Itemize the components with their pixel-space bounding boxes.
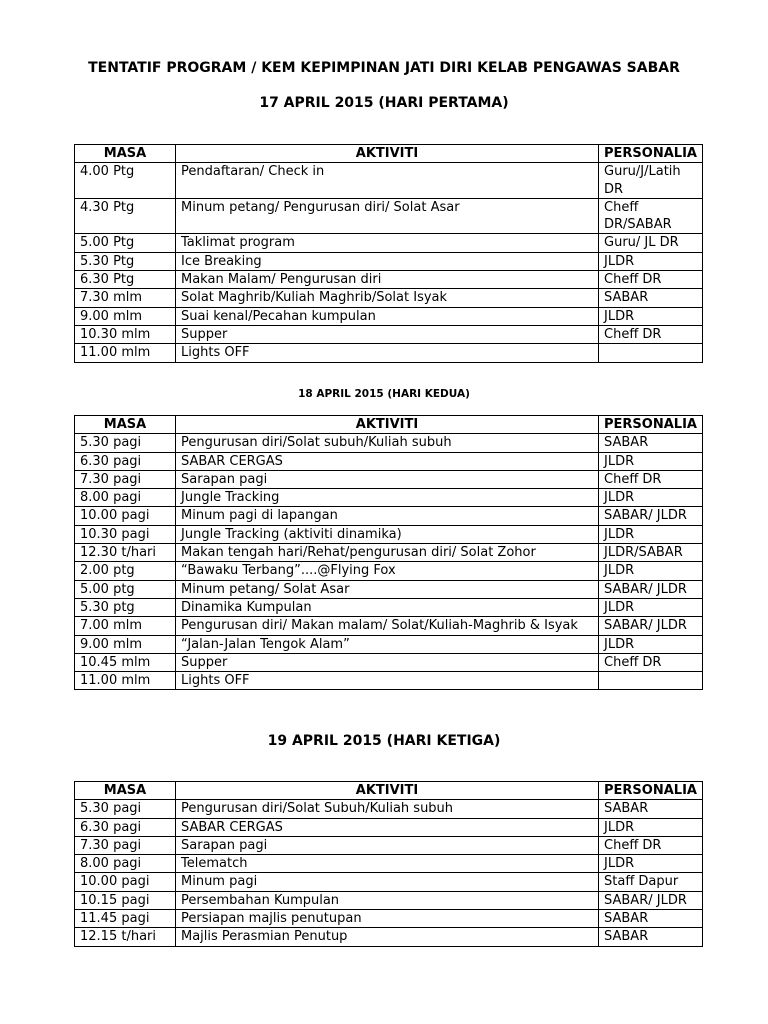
time-cell: 2.00 ptg [75,562,176,580]
table-row [75,234,703,252]
time-cell: 7.30 pagi [75,470,176,488]
time-cell: 7.00 mlm [75,617,176,635]
table-row [75,544,703,562]
time-cell: 5.30 pagi [75,800,176,818]
time-cell: 8.00 pagi [75,489,176,507]
activity-cell: Minum petang/ Pengurusan diri/ Solat Asar [176,198,599,234]
day-3-rows [75,800,703,946]
table-row [75,928,703,946]
time-cell: 10.45 mlm [75,653,176,671]
time-cell: 5.00 ptg [75,580,176,598]
table-row [75,580,703,598]
time-cell: 6.30 Ptg [75,271,176,289]
time-cell: 10.30 mlm [75,325,176,343]
header-personalia: PERSONALIA [599,145,703,163]
header-personalia: PERSONALIA [599,416,703,434]
activity-cell: Pengurusan diri/Solat Subuh/Kuliah subuh [176,800,599,818]
personnel-cell: Staff Dapur [599,873,703,891]
personnel-cell: SABAR [599,434,703,452]
document-title: TENTATIF PROGRAM / KEM KEPIMPINAN JATI DIRI KELAB PENGAWAS SABAR [88,60,680,76]
activity-cell: Pendaftaran/ Check in [176,163,599,199]
time-cell: 6.30 pagi [75,818,176,836]
time-cell: 5.30 pagi [75,434,176,452]
personnel-cell: SABAR/ JLDR [599,507,703,525]
day-2-rows [75,434,703,690]
personnel-cell [599,672,703,690]
table-row [75,470,703,488]
personnel-cell: SABAR [599,928,703,946]
personnel-cell: JLDR/SABAR [599,544,703,562]
activity-cell: Makan tengah hari/Rehat/pengurusan diri/ Solat Zohor [176,544,599,562]
table-row [75,489,703,507]
activity-cell: SABAR CERGAS [176,818,599,836]
table-row [75,598,703,616]
personnel-cell: JLDR [599,635,703,653]
activity-cell: Lights OFF [176,672,599,690]
personnel-cell: JLDR [599,598,703,616]
table-row [75,289,703,307]
activity-cell: Pengurusan diri/ Makan malam/ Solat/Kuliah-Maghrib & Isyak [176,617,599,635]
personnel-cell: Guru/ JL DR [599,234,703,252]
personnel-cell: JLDR [599,562,703,580]
day-3-title: 19 APRIL 2015 (HARI KETIGA) [267,733,501,749]
table-row [75,617,703,635]
personnel-cell [599,344,703,362]
time-cell: 9.00 mlm [75,635,176,653]
header-aktiviti: AKTIVITI [176,782,599,800]
activity-cell: Minum pagi [176,873,599,891]
time-cell: 11.00 mlm [75,672,176,690]
table-row [75,252,703,270]
day-2-schedule-table [74,415,703,690]
header-aktiviti: AKTIVITI [176,416,599,434]
activity-cell: Minum petang/ Solat Asar [176,580,599,598]
personnel-cell: JLDR [599,818,703,836]
activity-cell: Makan Malam/ Pengurusan diri [176,271,599,289]
time-cell: 11.00 mlm [75,344,176,362]
time-cell: 11.45 pagi [75,910,176,928]
time-cell: 5.00 Ptg [75,234,176,252]
personnel-cell: Cheff DR/SABAR [599,198,703,234]
activity-cell: “Jalan-Jalan Tengok Alam” [176,635,599,653]
time-cell: 10.15 pagi [75,891,176,909]
activity-cell: Persembahan Kumpulan [176,891,599,909]
time-cell: 12.30 t/hari [75,544,176,562]
header-aktiviti: AKTIVITI [176,145,599,163]
day-1-schedule-table [74,144,703,363]
table-row [75,910,703,928]
time-cell: 4.00 Ptg [75,163,176,199]
activity-cell: Taklimat program [176,234,599,252]
activity-cell: Majlis Perasmian Penutup [176,928,599,946]
time-cell: 6.30 pagi [75,452,176,470]
day-1-rows [75,163,703,362]
personnel-cell: JLDR [599,489,703,507]
personnel-cell: Cheff DR [599,470,703,488]
personnel-cell: SABAR/ JLDR [599,891,703,909]
table-row [75,818,703,836]
activity-cell: Dinamika Kumpulan [176,598,599,616]
day-1-title: 17 APRIL 2015 (HARI PERTAMA) [259,95,509,111]
personnel-cell: SABAR [599,800,703,818]
personnel-cell: Cheff DR [599,271,703,289]
table-row [75,672,703,690]
personnel-cell: Cheff DR [599,653,703,671]
personnel-cell: SABAR [599,289,703,307]
table-row [75,163,703,199]
time-cell: 7.30 pagi [75,836,176,854]
table-row [75,562,703,580]
table-row [75,325,703,343]
personnel-cell: JLDR [599,525,703,543]
table-row [75,836,703,854]
activity-cell: Suai kenal/Pecahan kumpulan [176,307,599,325]
time-cell: 4.30 Ptg [75,198,176,234]
activity-cell: Jungle Tracking [176,489,599,507]
activity-cell: Telematch [176,855,599,873]
personnel-cell: JLDR [599,307,703,325]
header-personalia: PERSONALIA [599,782,703,800]
table-header-row [75,145,703,163]
day-3-schedule-table [74,781,703,947]
personnel-cell: SABAR [599,910,703,928]
activity-cell: Sarapan pagi [176,836,599,854]
table-row [75,452,703,470]
header-masa: MASA [75,145,176,163]
time-cell: 12.15 t/hari [75,928,176,946]
table-row [75,800,703,818]
personnel-cell: SABAR/ JLDR [599,617,703,635]
personnel-cell: JLDR [599,452,703,470]
time-cell: 10.30 pagi [75,525,176,543]
table-row [75,635,703,653]
table-row [75,507,703,525]
header-masa: MASA [75,416,176,434]
activity-cell: Jungle Tracking (aktiviti dinamika) [176,525,599,543]
table-header-row [75,782,703,800]
time-cell: 8.00 pagi [75,855,176,873]
activity-cell: Solat Maghrib/Kuliah Maghrib/Solat Isyak [176,289,599,307]
personnel-cell: JLDR [599,855,703,873]
activity-cell: Supper [176,325,599,343]
activity-cell: Persiapan majlis penutupan [176,910,599,928]
activity-cell: Lights OFF [176,344,599,362]
activity-cell: Ice Breaking [176,252,599,270]
personnel-cell: Guru/J/Latih DR [599,163,703,199]
personnel-cell: Cheff DR [599,836,703,854]
time-cell: 5.30 ptg [75,598,176,616]
activity-cell: SABAR CERGAS [176,452,599,470]
personnel-cell: JLDR [599,252,703,270]
activity-cell: “Bawaku Terbang”....@Flying Fox [176,562,599,580]
table-row [75,344,703,362]
table-row [75,891,703,909]
time-cell: 9.00 mlm [75,307,176,325]
header-masa: MASA [75,782,176,800]
table-row [75,873,703,891]
table-row [75,307,703,325]
time-cell: 7.30 mlm [75,289,176,307]
time-cell: 10.00 pagi [75,507,176,525]
time-cell: 10.00 pagi [75,873,176,891]
table-row [75,271,703,289]
personnel-cell: Cheff DR [599,325,703,343]
day-2-title: 18 APRIL 2015 (HARI KEDUA) [298,388,470,400]
personnel-cell: SABAR/ JLDR [599,580,703,598]
table-row [75,434,703,452]
table-row [75,653,703,671]
activity-cell: Minum pagi di lapangan [176,507,599,525]
table-row [75,855,703,873]
table-row [75,198,703,234]
table-row [75,525,703,543]
table-header-row [75,416,703,434]
activity-cell: Supper [176,653,599,671]
activity-cell: Sarapan pagi [176,470,599,488]
time-cell: 5.30 Ptg [75,252,176,270]
activity-cell: Pengurusan diri/Solat subuh/Kuliah subuh [176,434,599,452]
